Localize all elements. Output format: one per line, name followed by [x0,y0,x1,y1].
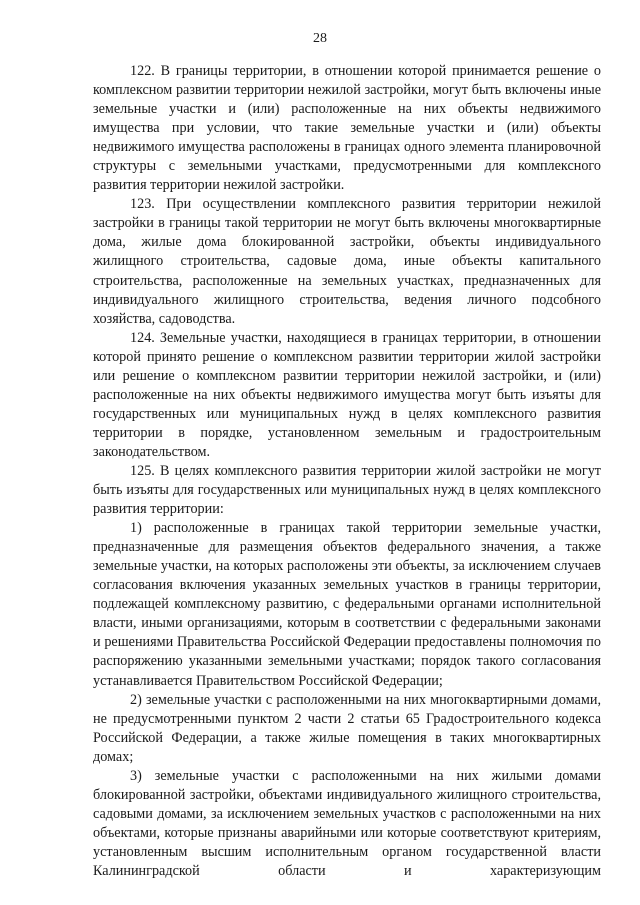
list-item-3: 3) земельные участки с расположенными на них жилыми домами блокированной застройки, объектами индивидуального жилищного строительства, садовыми домами, за исключением земельных участков с расположенными на них объектами, которые признаны аварийными или которые соответствуют критериям, установленным высшим исполнительным органом государственной власти Калининградской области и характеризующим [93,767,601,879]
paragraph-124: 124. Земельные участки, находящиеся в границах территории, в отношении которой принято решение о комплексном развитии территории жилой застройки или решение о комплексном развитии территории нежилой застройки, и (или) расположенные на них объекты недвижимого имущества могут быть изъяты для государственных или муниципальных нужд в целях комплексного развития территории в порядке, установленном земельным и градостроительным законодательством. [93,329,601,460]
document-body [93,62,601,881]
list-item-1: 1) расположенные в границах такой территории земельные участки, предназначенные для размещения объектов федерального значения, а также земельные участки, на которых расположены эти объекты, за исключением случаев согласования включения указанных земельных участков в границы территории, подлежащей комплексному развитию, с федеральными органами исполнительной власти, иными организациями, которым в соответствии с федеральными законами и решениями Правительства Российской Федерации предоставлены полномочия по распоряжению указанными земельными участками; порядок такого согласования устанавливается Правительством Российской Федерации; [93,520,601,689]
paragraph-122: 122. В границы территории, в отношении которой принимается решение о комплексном развитии территории нежилой застройки, могут быть включены иные земельные участки и (или) расположенные на них объекты недвижимого имущества при условии, что такие земельные участки и (или) объекты недвижимого имущества расположены в границах одного элемента планировочной структуры с земельными участками, предусмотренными для комплексного развития территории нежилой застройки. [93,63,601,194]
paragraph-125: 125. В целях комплексного развития территории жилой застройки не могут быть изъяты для государственных или муниципальных нужд в целях комплексного развития территории: [93,462,601,518]
page-number: 28 [313,31,327,46]
paragraph-123: 123. При осуществлении комплексного развития территории нежилой застройки в границы такой территории не могут быть включены многоквартирные дома, жилые дома блокированной застройки, объекты индивидуального жилищного строительства, садовые дома, иные объекты капитального строительства, расположенные на земельных участках, предназначенных для индивидуального жилищного строительства, ведения личного подсобного хозяйства, садоводства. [93,196,601,327]
list-item-2: 2) земельные участки с расположенными на них многоквартирными домами, не предусмотренными пунктом 2 части 2 статьи 65 Градостроительного кодекса Российской Федерации, а также жилые помещения в таких многоквартирных домах; [93,691,601,765]
